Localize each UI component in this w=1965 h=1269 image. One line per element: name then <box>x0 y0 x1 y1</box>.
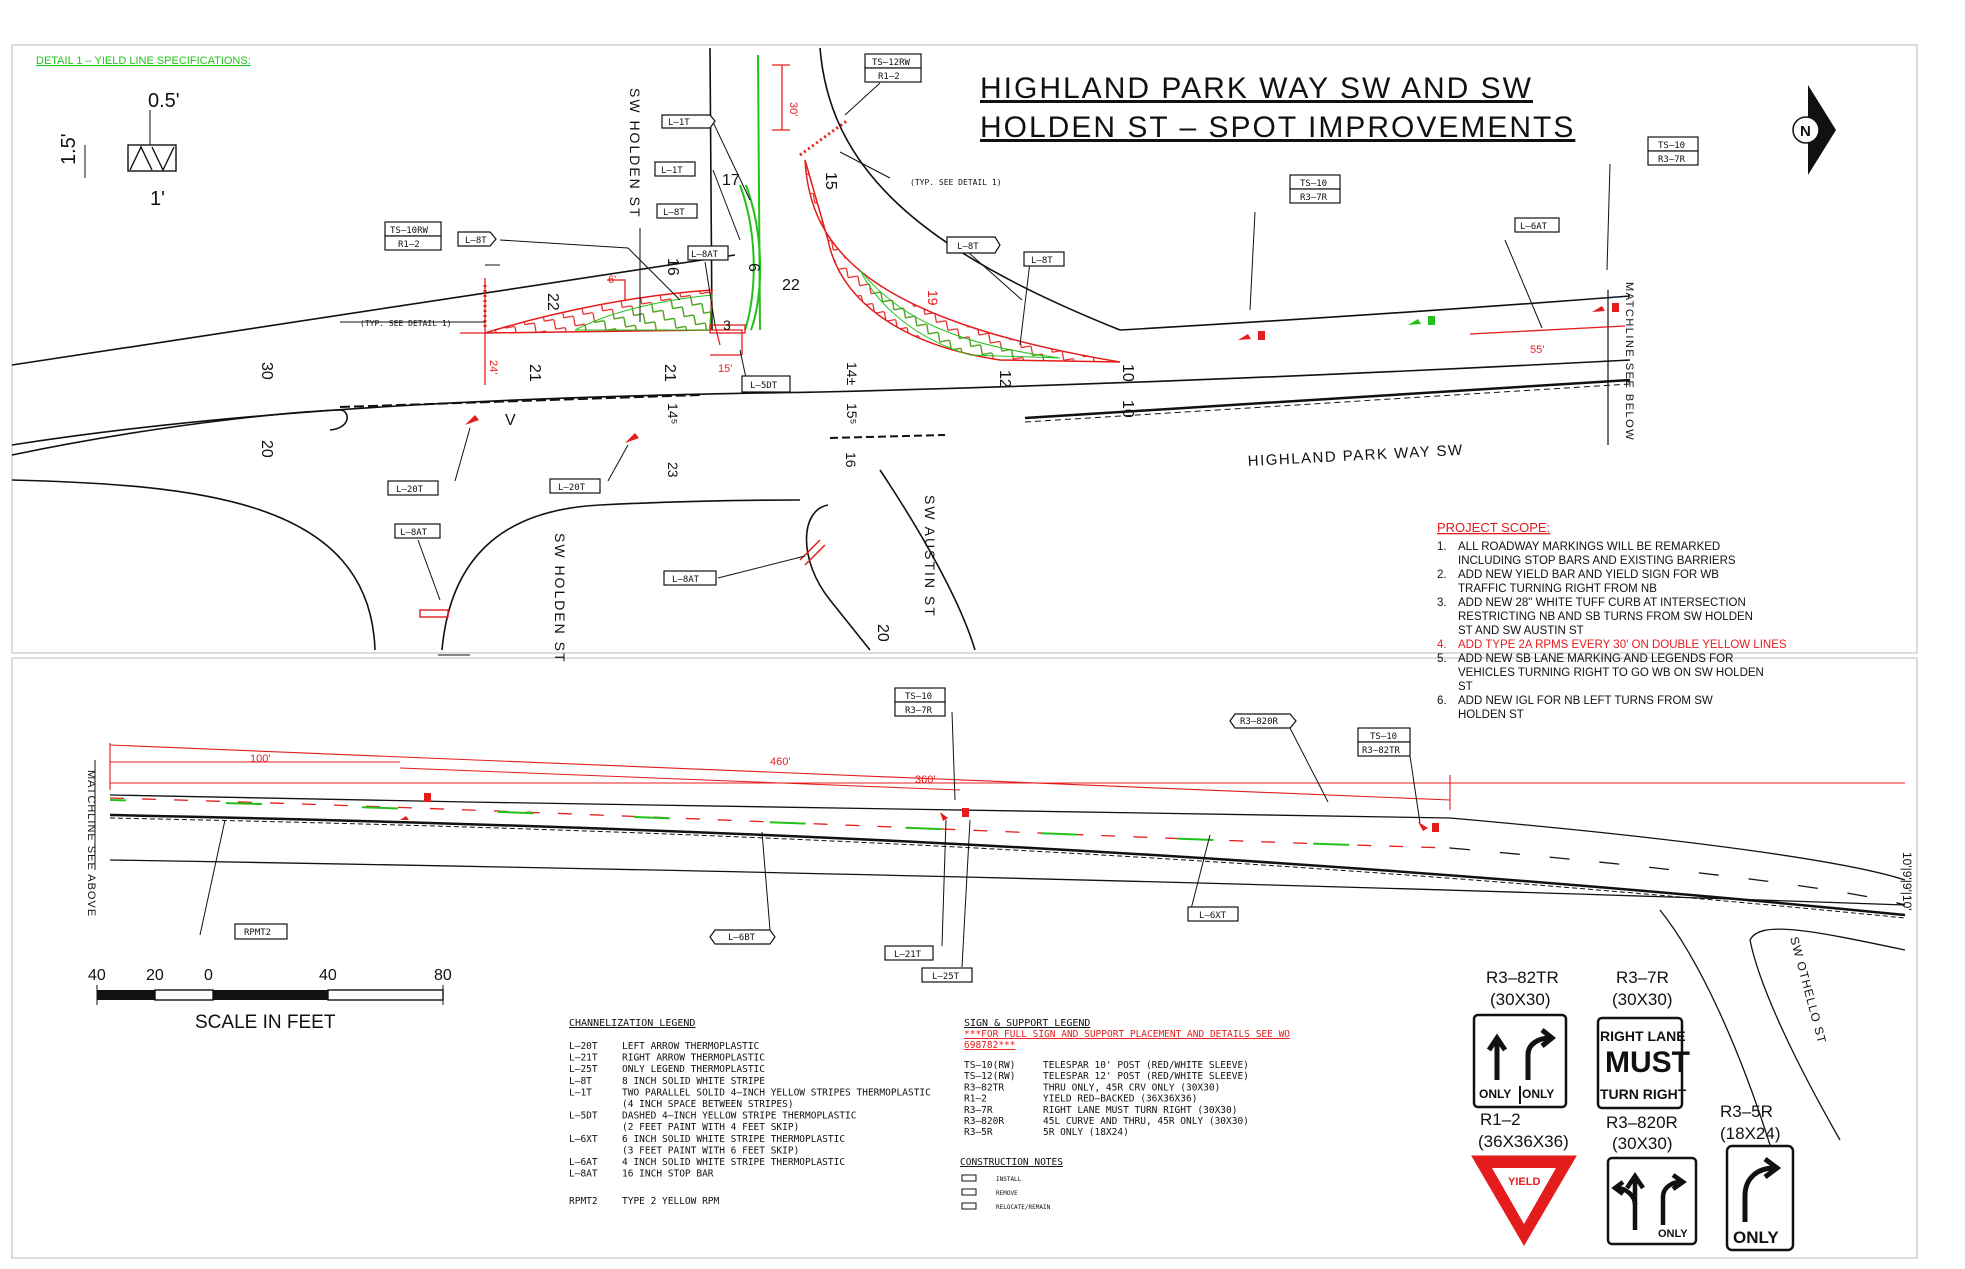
scope-item-5-line-2: VEHICLES TURNING RIGHT TO GO WB ON SW HOLDEN <box>1458 667 1764 679</box>
detail-dim-a: 0.5' <box>148 90 180 112</box>
scope-item-3-line-1: ADD NEW 28" WHITE TUFF CURB AT INTERSECTION <box>1458 597 1746 609</box>
scope-title: PROJECT SCOPE: <box>1437 520 1551 535</box>
svg-text:100': 100' <box>250 753 271 765</box>
svg-text:RELOCATE/REMAIN: RELOCATE/REMAIN <box>996 1204 1051 1211</box>
sign-legend-desc-1: TELESPAR 12' POST (RED/WHITE SLEEVE) <box>1043 1071 1249 1083</box>
svg-text:30: 30 <box>258 362 275 380</box>
matchline-top: MATCHLINE SEE BELOW <box>1623 282 1635 442</box>
callout-l8t-a: L–8T <box>465 236 487 246</box>
scope-item-3-line-2: RESTRICTING NB AND SB TURNS FROM SW HOLDEN <box>1458 611 1753 623</box>
street-othello: SW OTHELLO ST <box>1787 935 1830 1046</box>
channel-legend-desc-3: 8 INCH SOLID WHITE STRIPE <box>622 1075 765 1087</box>
svg-text:(30X30): (30X30) <box>1612 990 1673 1009</box>
svg-text:15⁵: 15⁵ <box>844 403 860 425</box>
stop-bar-austin <box>800 540 825 565</box>
svg-text:R3–820R: R3–820R <box>1606 1113 1678 1132</box>
svg-text:6': 6' <box>608 274 617 286</box>
svg-text:21: 21 <box>526 364 543 382</box>
sign-legend-note1: ***FOR FULL SIGN AND SUPPORT PLACEMENT AND DETAILS SEE WO <box>964 1029 1291 1040</box>
svg-text:24': 24' <box>487 360 499 375</box>
sign-r1-2-yield <box>1472 1110 1576 1245</box>
svg-text:TURN RIGHT: TURN RIGHT <box>1600 1086 1687 1102</box>
callout-l6at: L–6AT <box>1520 222 1548 232</box>
channel-legend-desc-0: LEFT ARROW THERMOPLASTIC <box>622 1041 760 1052</box>
sheet-title-line2: HOLDEN ST – SPOT IMPROVEMENTS <box>980 111 1576 144</box>
scope-item-1-line-2: INCLUDING STOP BARS AND EXISTING BARRIERS <box>1458 555 1736 567</box>
channel-legend-code-3: L–8T <box>569 1075 592 1087</box>
svg-text:ONLY: ONLY <box>1733 1228 1779 1247</box>
north-arrow-icon <box>1793 85 1836 175</box>
callout-typ-detail-b: (TYP. SEE DETAIL 1) <box>360 319 452 328</box>
channel-legend-desc-4: TWO PARALLEL SOLID 4–INCH YELLOW STRIPES THERMOPLASTIC <box>622 1087 931 1099</box>
scale-tick-1: 20 <box>146 967 164 984</box>
svg-text:10: 10 <box>1119 400 1136 418</box>
callout-l1t-b: L–1T <box>661 166 683 176</box>
svg-text:(30X30): (30X30) <box>1612 1134 1673 1153</box>
sign-legend-desc-4: RIGHT LANE MUST TURN RIGHT (30X30) <box>1043 1104 1238 1116</box>
callout-ts10rw: TS–10RW <box>390 226 428 236</box>
svg-text:10: 10 <box>1119 364 1136 382</box>
callout-r382tr: R3–82TR <box>1362 746 1400 756</box>
street-holden-north: SW HOLDEN ST <box>627 88 643 219</box>
scope-item-4-line-1: ADD TYPE 2A RPMS EVERY 30' ON DOUBLE YELLOW LINES <box>1458 639 1787 651</box>
svg-text:14⁵: 14⁵ <box>665 403 681 425</box>
callout-typ-detail-a: (TYP. SEE DETAIL 1) <box>910 178 1002 187</box>
sign-legend-code-6: R3–5R <box>964 1127 993 1139</box>
scope-item-3-number: 3. <box>1437 597 1447 609</box>
scope-item-2-number: 2. <box>1437 569 1447 581</box>
construction-notes-title: CONSTRUCTION NOTES <box>960 1157 1063 1168</box>
callout-l5dt: L–5DT <box>750 381 778 391</box>
project-scope <box>1437 520 1787 721</box>
callouts-lower <box>235 688 1410 982</box>
svg-text:20: 20 <box>258 440 275 458</box>
sign-legend-code-4: R3–7R <box>964 1104 993 1116</box>
callout-l21t: L–21T <box>894 950 922 960</box>
channel-legend-desc-6: DASHED 4–INCH YELLOW STRIPE THERMOPLASTIC <box>622 1110 857 1122</box>
svg-text:YIELD: YIELD <box>1508 1176 1541 1188</box>
callout-ts12rw: TS–12RW <box>872 58 910 68</box>
sign-legend-code-1: TS–12(RW) <box>964 1071 1016 1083</box>
callout-l8at-c: L–8AT <box>672 575 700 585</box>
channel-legend-desc-8: 6 INCH SOLID WHITE STRIPE THERMOPLASTIC <box>622 1133 846 1145</box>
svg-text:30': 30' <box>787 102 799 117</box>
svg-text:3: 3 <box>723 317 731 333</box>
callout-rpmt2: RPMT2 <box>244 928 272 938</box>
channel-legend-code-4: L–1T <box>569 1087 592 1099</box>
street-austin: SW AUSTIN ST <box>922 495 938 618</box>
detail-title: DETAIL 1 – YIELD LINE SPECIFICATIONS: <box>36 55 251 67</box>
channel-legend-desc-7: (2 FEET PAINT WITH 4 FEET SKIP) <box>622 1122 800 1134</box>
lane-widths: 10'|9'|9'|10' <box>1900 852 1914 911</box>
svg-text:20: 20 <box>874 624 891 642</box>
sign-legend-desc-3: YIELD RED–BACKED (36X36X36) <box>1043 1093 1198 1105</box>
callout-l8at-a: L–8AT <box>691 250 719 260</box>
sign-legend-title: SIGN & SUPPORT LEGEND <box>964 1018 1091 1029</box>
channel-legend-code-0: L–20T <box>569 1041 598 1052</box>
dims-lower <box>250 753 935 786</box>
scope-item-5-line-3: ST <box>1458 681 1473 693</box>
svg-text:12: 12 <box>996 370 1013 388</box>
svg-text:MUST: MUST <box>1605 1046 1690 1079</box>
detail-dim-b: 1.5' <box>58 133 80 165</box>
callout-r37r-b: R3–7R <box>1658 155 1686 165</box>
scope-item-6-line-1: ADD NEW IGL FOR NB LEFT TURNS FROM SW <box>1458 695 1713 707</box>
svg-text:16: 16 <box>664 258 681 276</box>
matchline-bottom: MATCHLINE SEE ABOVE <box>85 770 97 918</box>
scale-bar <box>88 967 452 1033</box>
svg-text:460': 460' <box>770 756 791 768</box>
construction-notes <box>962 1175 1051 1211</box>
svg-text:R3–5R: R3–5R <box>1720 1102 1773 1121</box>
channel-legend-desc-10: 4 INCH SOLID WHITE STRIPE THERMOPLASTIC <box>622 1157 846 1168</box>
channel-legend-desc-9: (3 FEET PAINT WITH 6 FEET SKIP) <box>622 1145 800 1157</box>
scope-item-1-line-1: ALL ROADWAY MARKINGS WILL BE REMARKED <box>1458 541 1721 553</box>
scope-item-1-number: 1. <box>1437 541 1447 553</box>
scale-label: SCALE IN FEET <box>195 1012 336 1033</box>
channel-legend-code-13: RPMT2 <box>569 1196 598 1208</box>
sign-legend-desc-5: 45L CURVE AND THRU, 45R ONLY (30X30) <box>1043 1116 1249 1127</box>
svg-text:23: 23 <box>665 462 681 478</box>
sign-r3-820r <box>1606 1113 1696 1244</box>
street-holden-south: SW HOLDEN ST <box>552 533 568 664</box>
callout-l6xt: L–6XT <box>1199 911 1227 921</box>
sign-r3-82tr <box>1474 968 1566 1107</box>
svg-text:V: V <box>505 412 516 429</box>
svg-text:14±: 14± <box>844 362 860 386</box>
svg-text:ONLY: ONLY <box>1522 1087 1555 1101</box>
svg-text:ONLY: ONLY <box>1479 1087 1512 1101</box>
svg-text:22: 22 <box>544 293 561 311</box>
scope-item-4-number: 4. <box>1437 639 1447 651</box>
sign-legend-code-3: R1–2 <box>964 1093 987 1105</box>
detail-1 <box>36 55 251 210</box>
callout-l8t-b: L–8T <box>663 208 685 218</box>
sign-r3-5r <box>1720 1102 1793 1250</box>
sign-legend-desc-2: THRU ONLY, 45R CRV ONLY (30X30) <box>1043 1082 1221 1094</box>
svg-text:(36X36X36): (36X36X36) <box>1478 1132 1569 1151</box>
channel-legend-code-10: L–6AT <box>569 1157 598 1168</box>
channel-legend-desc-13: TYPE 2 YELLOW RPM <box>622 1196 720 1208</box>
svg-text:R3–7R: R3–7R <box>1616 968 1669 987</box>
channel-legend-code-11: L–8AT <box>569 1168 598 1180</box>
scope-item-3-line-3: ST AND SW AUSTIN ST <box>1458 625 1584 637</box>
callout-r37r-a: R3–7R <box>1300 193 1328 203</box>
sign-legend-desc-0: TELESPAR 10' POST (RED/WHITE SLEEVE) <box>1043 1060 1249 1071</box>
sign-legend-code-2: R3–82TR <box>964 1082 1005 1094</box>
callout-l20t-a: L–20T <box>396 485 424 495</box>
scope-item-6-number: 6. <box>1437 695 1447 707</box>
svg-text:22: 22 <box>782 277 800 294</box>
callout-l8at-b: L–8AT <box>400 528 428 538</box>
sign-r3-7r <box>1598 968 1690 1108</box>
svg-text:ONLY: ONLY <box>1658 1228 1688 1240</box>
sign-legend-desc-6: 5R ONLY (18X24) <box>1043 1127 1129 1139</box>
callout-l8t-c: L–8T <box>957 242 979 252</box>
callout-ts10-a: TS–10 <box>1300 179 1328 189</box>
svg-text:21: 21 <box>661 364 678 382</box>
channel-legend-code-8: L–6XT <box>569 1133 598 1145</box>
channel-legend-desc-11: 16 INCH STOP BAR <box>622 1168 714 1180</box>
scope-item-5-number: 5. <box>1437 653 1447 665</box>
svg-text:19: 19 <box>925 290 941 306</box>
svg-text:INSTALL: INSTALL <box>996 1176 1022 1183</box>
svg-text:(30X30): (30X30) <box>1490 990 1551 1009</box>
sign-support-legend <box>960 1018 1290 1211</box>
sheet-title-line1: HIGHLAND PARK WAY SW AND SW <box>980 72 1533 105</box>
channel-legend-desc-2: ONLY LEGEND THERMOPLASTIC <box>622 1064 765 1076</box>
callout-l1t-a: L–1T <box>668 118 690 128</box>
scope-item-2-line-1: ADD NEW YIELD BAR AND YIELD SIGN FOR WB <box>1458 569 1719 581</box>
callout-l6bt: L–6BT <box>728 933 756 943</box>
street-highland: HIGHLAND PARK WAY SW <box>1247 441 1465 470</box>
callout-r3820r: R3–820R <box>1240 717 1278 727</box>
scope-item-5-line-1: ADD NEW SB LANE MARKING AND LEGENDS FOR <box>1458 653 1734 665</box>
channel-legend-code-1: L–21T <box>569 1052 598 1064</box>
svg-text:16: 16 <box>843 452 859 468</box>
svg-text:R3–82TR: R3–82TR <box>1486 968 1559 987</box>
callout-ts10-b: TS–10 <box>1658 141 1686 151</box>
stop-bar-south-holden <box>420 610 448 617</box>
sign-legend-code-0: TS–10(RW) <box>964 1060 1016 1071</box>
channel-legend-code-2: L–25T <box>569 1064 598 1076</box>
callout-r37r-c: R3–7R <box>905 706 933 716</box>
scale-tick-3: 40 <box>319 967 337 984</box>
svg-text:15': 15' <box>718 363 733 375</box>
scale-tick-2: 0 <box>204 967 213 984</box>
detail-dim-c: 1' <box>150 188 165 210</box>
svg-text:RIGHT LANE: RIGHT LANE <box>1600 1028 1686 1044</box>
svg-text:17: 17 <box>722 172 740 189</box>
callout-r12-top: R1–2 <box>878 72 900 82</box>
svg-text:360': 360' <box>915 774 936 786</box>
channel-legend-code-6: L–5DT <box>569 1110 598 1122</box>
scale-tick-0: 40 <box>88 967 106 984</box>
svg-text:N: N <box>1800 123 1811 140</box>
callout-r12-left: R1–2 <box>398 240 420 250</box>
channel-legend-desc-1: RIGHT ARROW THERMOPLASTIC <box>622 1052 765 1064</box>
scope-item-6-line-2: HOLDEN ST <box>1458 709 1524 721</box>
svg-text:REMOVE: REMOVE <box>996 1190 1018 1197</box>
sign-legend-code-5: R3–820R <box>964 1116 1005 1127</box>
svg-text:15: 15 <box>822 172 839 190</box>
svg-text:55': 55' <box>1530 344 1545 356</box>
callout-l25t: L–25T <box>932 972 960 982</box>
svg-text:R1–2: R1–2 <box>1480 1110 1521 1129</box>
callout-l20t-b: L–20T <box>558 483 586 493</box>
callout-l8t-d: L–8T <box>1031 256 1053 266</box>
svg-text:6: 6 <box>745 263 762 272</box>
scale-tick-4: 80 <box>434 967 452 984</box>
callout-ts10-d: TS–10 <box>1370 732 1398 742</box>
svg-text:(18X24): (18X24) <box>1720 1124 1781 1143</box>
callout-ts10-c: TS–10 <box>905 692 933 702</box>
channelization-legend <box>569 1018 931 1207</box>
scope-item-2-line-2: TRAFFIC TURNING RIGHT FROM NB <box>1458 583 1657 595</box>
channel-legend-title: CHANNELIZATION LEGEND <box>569 1018 696 1029</box>
sign-legend-note2: 698782*** <box>964 1040 1016 1051</box>
channel-legend-desc-5: (4 INCH SPACE BETWEEN STRIPES) <box>622 1099 794 1110</box>
